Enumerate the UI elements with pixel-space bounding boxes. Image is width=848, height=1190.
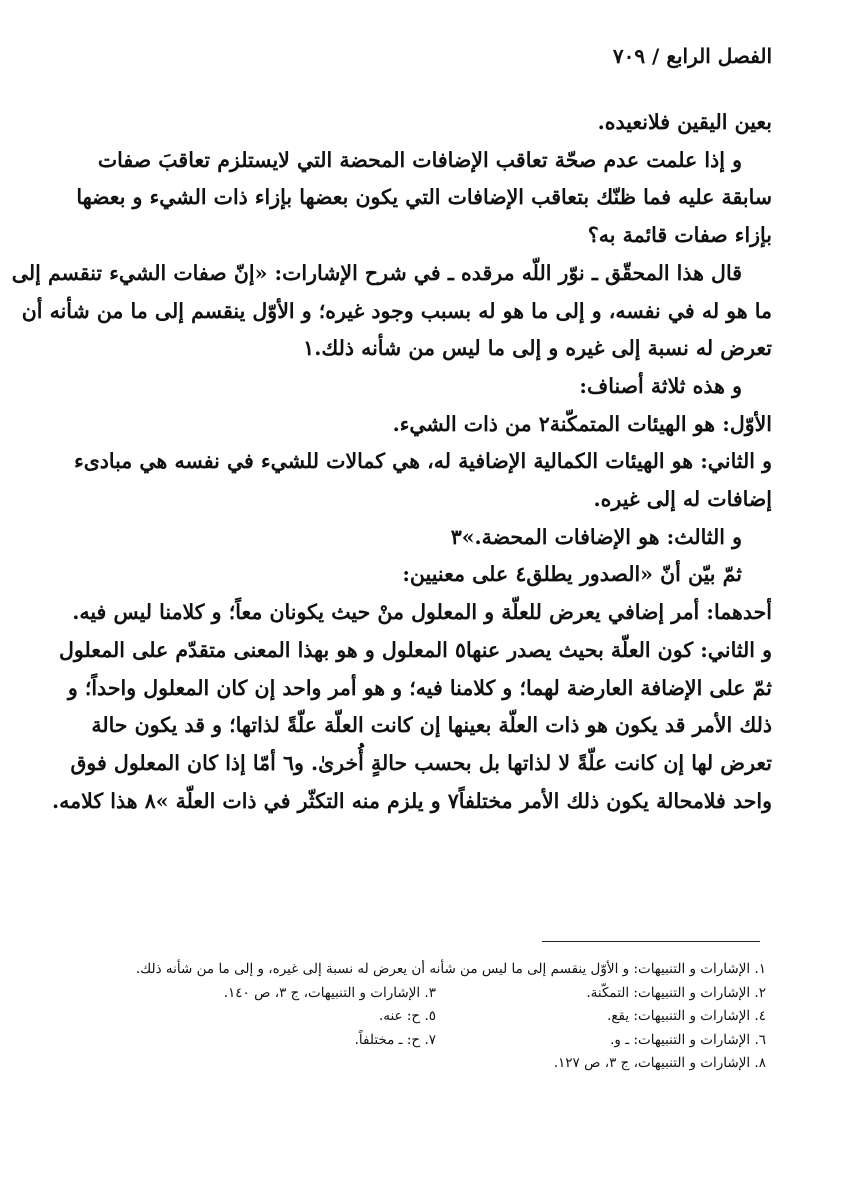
footnote-3: ٣. الإشارات و التنبيهات، ج ٣، ص ١٤٠.	[223, 984, 436, 1001]
text-line-14: أحدهما: أمر إضافي يعرض للعلّة و المعلول منْ حيث يكونان معاً؛ و كلامنا ليس فيه.	[72, 600, 772, 625]
text-line-2: و إذا علمت عدم صحّة تعاقب الإضافات المحضة التي لايستلزم تعاقبَ صفات	[97, 147, 742, 172]
footnote-4: ٤. الإشارات و التنبيهات: يقع.	[607, 1008, 766, 1024]
footnote-2: ٢. الإشارات و التنبيهات: التمكّنة.	[586, 984, 766, 1001]
footnote-8: ٨. الإشارات و التنبيهات، ج ٣، ص ١٢٧.	[553, 1055, 766, 1071]
text-line-12: و الثالث: هو الإضافات المحضة.»٣	[450, 524, 742, 549]
text-line-7: تعرض له نسبة إلى غيره و إلى ما ليس من شأنه ذلك.١	[303, 336, 772, 361]
footnote-row	[106, 982, 766, 1006]
text-line-9: الأوّل: هو الهيئات المتمكّنة٢ من ذات الشيء.	[392, 411, 772, 436]
text-line-10: و الثاني: هو الهيئات الكمالية الإضافية له، هي كمالات للشيء في نفسه هي مبادىء	[74, 449, 772, 474]
text-line-1: بعين اليقين فلانعيده.	[597, 110, 772, 134]
footnote-5: ٥. ح: عنه.	[378, 1008, 436, 1024]
footnotes	[106, 958, 766, 1076]
footnote-row	[106, 1029, 766, 1053]
main-text	[11, 104, 772, 820]
text-line-18: تعرض لها إن كانت علّةً لا لذاتها بل بحسب حالةٍ أُخرىٰ. و٦ أمّا إذا كان المعلول فوق	[70, 750, 772, 775]
footnote-1: ١. الإشارات و التنبيهات: و الأوّل ينقسم إلى ما ليس من شأنه أن يعرض له نسبة إلى غيره، و إلى ما من شأنه ذلك.	[135, 961, 766, 977]
running-head: الفصل الرابع / ٧٠٩	[612, 44, 772, 68]
footnote-separator	[542, 941, 760, 942]
text-line-11: إضافات له إلى غيره.	[593, 487, 772, 512]
text-line-6: ما هو له في نفسه، و إلى ما هو له بسبب وجود غيره؛ و الأوّل ينقسم إلى ما من شأنه أن	[21, 298, 772, 323]
text-line-3: سابقة عليه فما ظنّك بتعاقب الإضافات التي يكون بعضها بإزاء ذات الشيء و بعضها	[76, 185, 772, 210]
text-line-19: واحد فلامحالة يكون ذلك الأمر مختلفاً٧ و يلزم منه التكثّر في ذات العلّة »٨ هذا كلامه.	[52, 788, 772, 813]
text-line-16: ثمّ على الإضافة العارضة لهما؛ و كلامنا فيه؛ و هو أمر واحد إن كان المعلول واحداً؛ و	[67, 675, 772, 700]
footnote-row	[106, 1052, 766, 1076]
text-line-4: بإزاء صفات قائمة به؟	[587, 223, 772, 248]
footnote-7: ٧. ح: ـ مختلفاً.	[354, 1031, 436, 1048]
text-line-5: قال هذا المحقّق ـ نوّر اللّه مرقده ـ في شرح الإشارات: «إنّ صفات الشيء تنقسم إلى	[11, 260, 742, 285]
text-line-15: و الثاني: كون العلّة بحيث يصدر عنها٥ المعلول و هو بهذا المعنى متقدّم على المعلول	[59, 637, 772, 662]
text-line-17: ذلك الأمر قد يكون هو ذات العلّة بعينها إن كانت العلّة علّةً لذاتها؛ و قد يكون حالة	[91, 713, 772, 738]
text-line-8: و هذه ثلاثة أصناف:	[579, 373, 742, 398]
footnote-6: ٦. الإشارات و التنبيهات: ـ و.	[610, 1031, 766, 1048]
footnote-row	[106, 958, 766, 982]
footnote-row	[106, 1005, 766, 1029]
text-line-13: ثمّ بيّن أنّ «الصدور يطلق٤ على معنيين:	[402, 562, 742, 587]
